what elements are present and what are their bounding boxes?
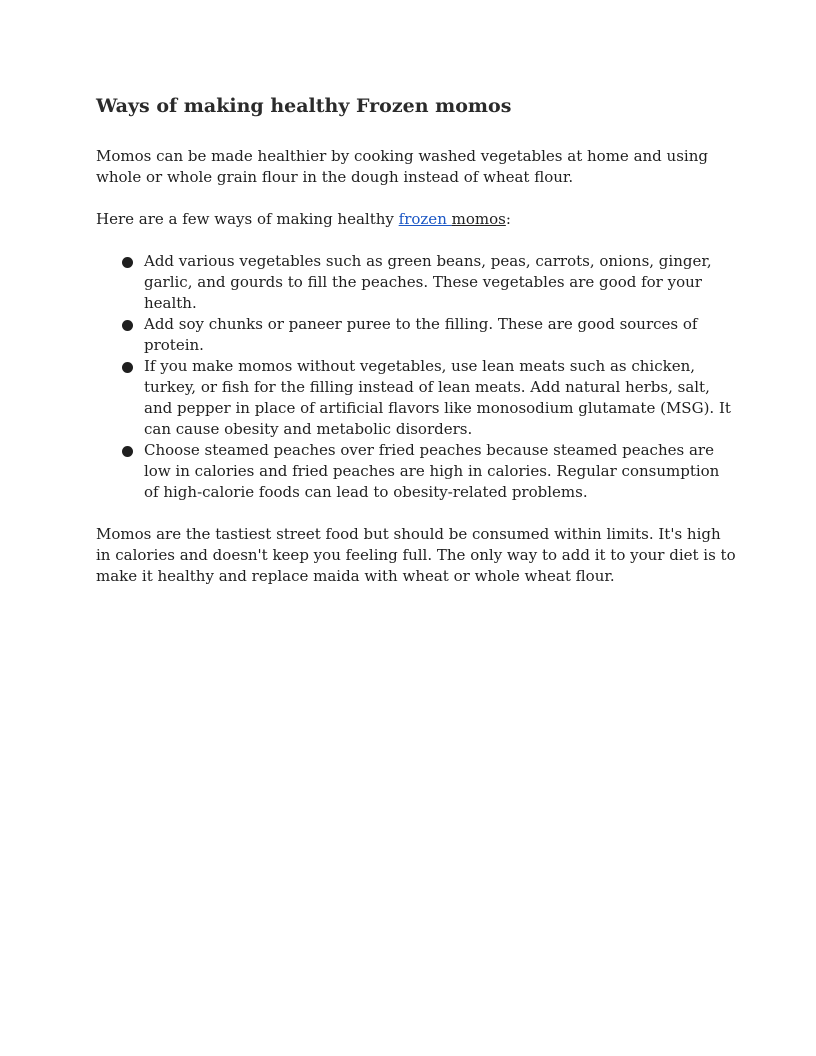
list-item-text: Choose steamed peaches over fried peaches because steamed peaches are low in calories and fried peaches are high in calories. Regular consumption of high-calorie foods can lead to obesity-related problems. xyxy=(144,441,720,501)
frozen-link[interactable]: frozen xyxy=(398,210,452,228)
list-item-text: Add soy chunks or paneer puree to the filling. These are good sources of protein. xyxy=(144,315,698,354)
list-item-text: Add various vegetables such as green beans, peas, carrots, onions, ginger, garlic, and gourds to fill the peaches. These vegetables are good for your health. xyxy=(144,252,712,312)
momos-link[interactable]: momos xyxy=(451,210,506,228)
page-title: Ways of making healthy Frozen momos xyxy=(96,95,512,117)
document-page xyxy=(96,92,736,587)
bullet-icon xyxy=(122,362,133,373)
outro-paragraph: Momos are the tastiest street food but should be consumed within limits. It's high in calories and doesn't keep you feeling full. The only way to add it to your diet is to make it healthy and replace maida with wheat or whole wheat flour. xyxy=(96,525,736,585)
list-item-text: If you make momos without vegetables, use lean meats such as chicken, turkey, or fish for the filling instead of lean meats. Add natural herbs, salt, and pepper in place of artificial flavors like monosodium glutamate (MSG). It can cause obesity and metabolic disorders. xyxy=(144,357,731,438)
list-item xyxy=(96,314,736,356)
bullet-icon xyxy=(122,446,133,457)
bullet-icon xyxy=(122,320,133,331)
tips-list xyxy=(96,251,736,503)
bullet-icon xyxy=(122,257,133,268)
lead-paragraph xyxy=(96,209,736,230)
list-item xyxy=(96,251,736,314)
list-item xyxy=(96,356,736,440)
lead-colon: : xyxy=(505,210,511,228)
intro-paragraph: Momos can be made healthier by cooking washed vegetables at home and using whole or whole grain flour in the dough instead of wheat flour. xyxy=(96,147,708,186)
lead-text: Here are a few ways of making healthy xyxy=(96,210,399,228)
list-item xyxy=(96,440,736,503)
